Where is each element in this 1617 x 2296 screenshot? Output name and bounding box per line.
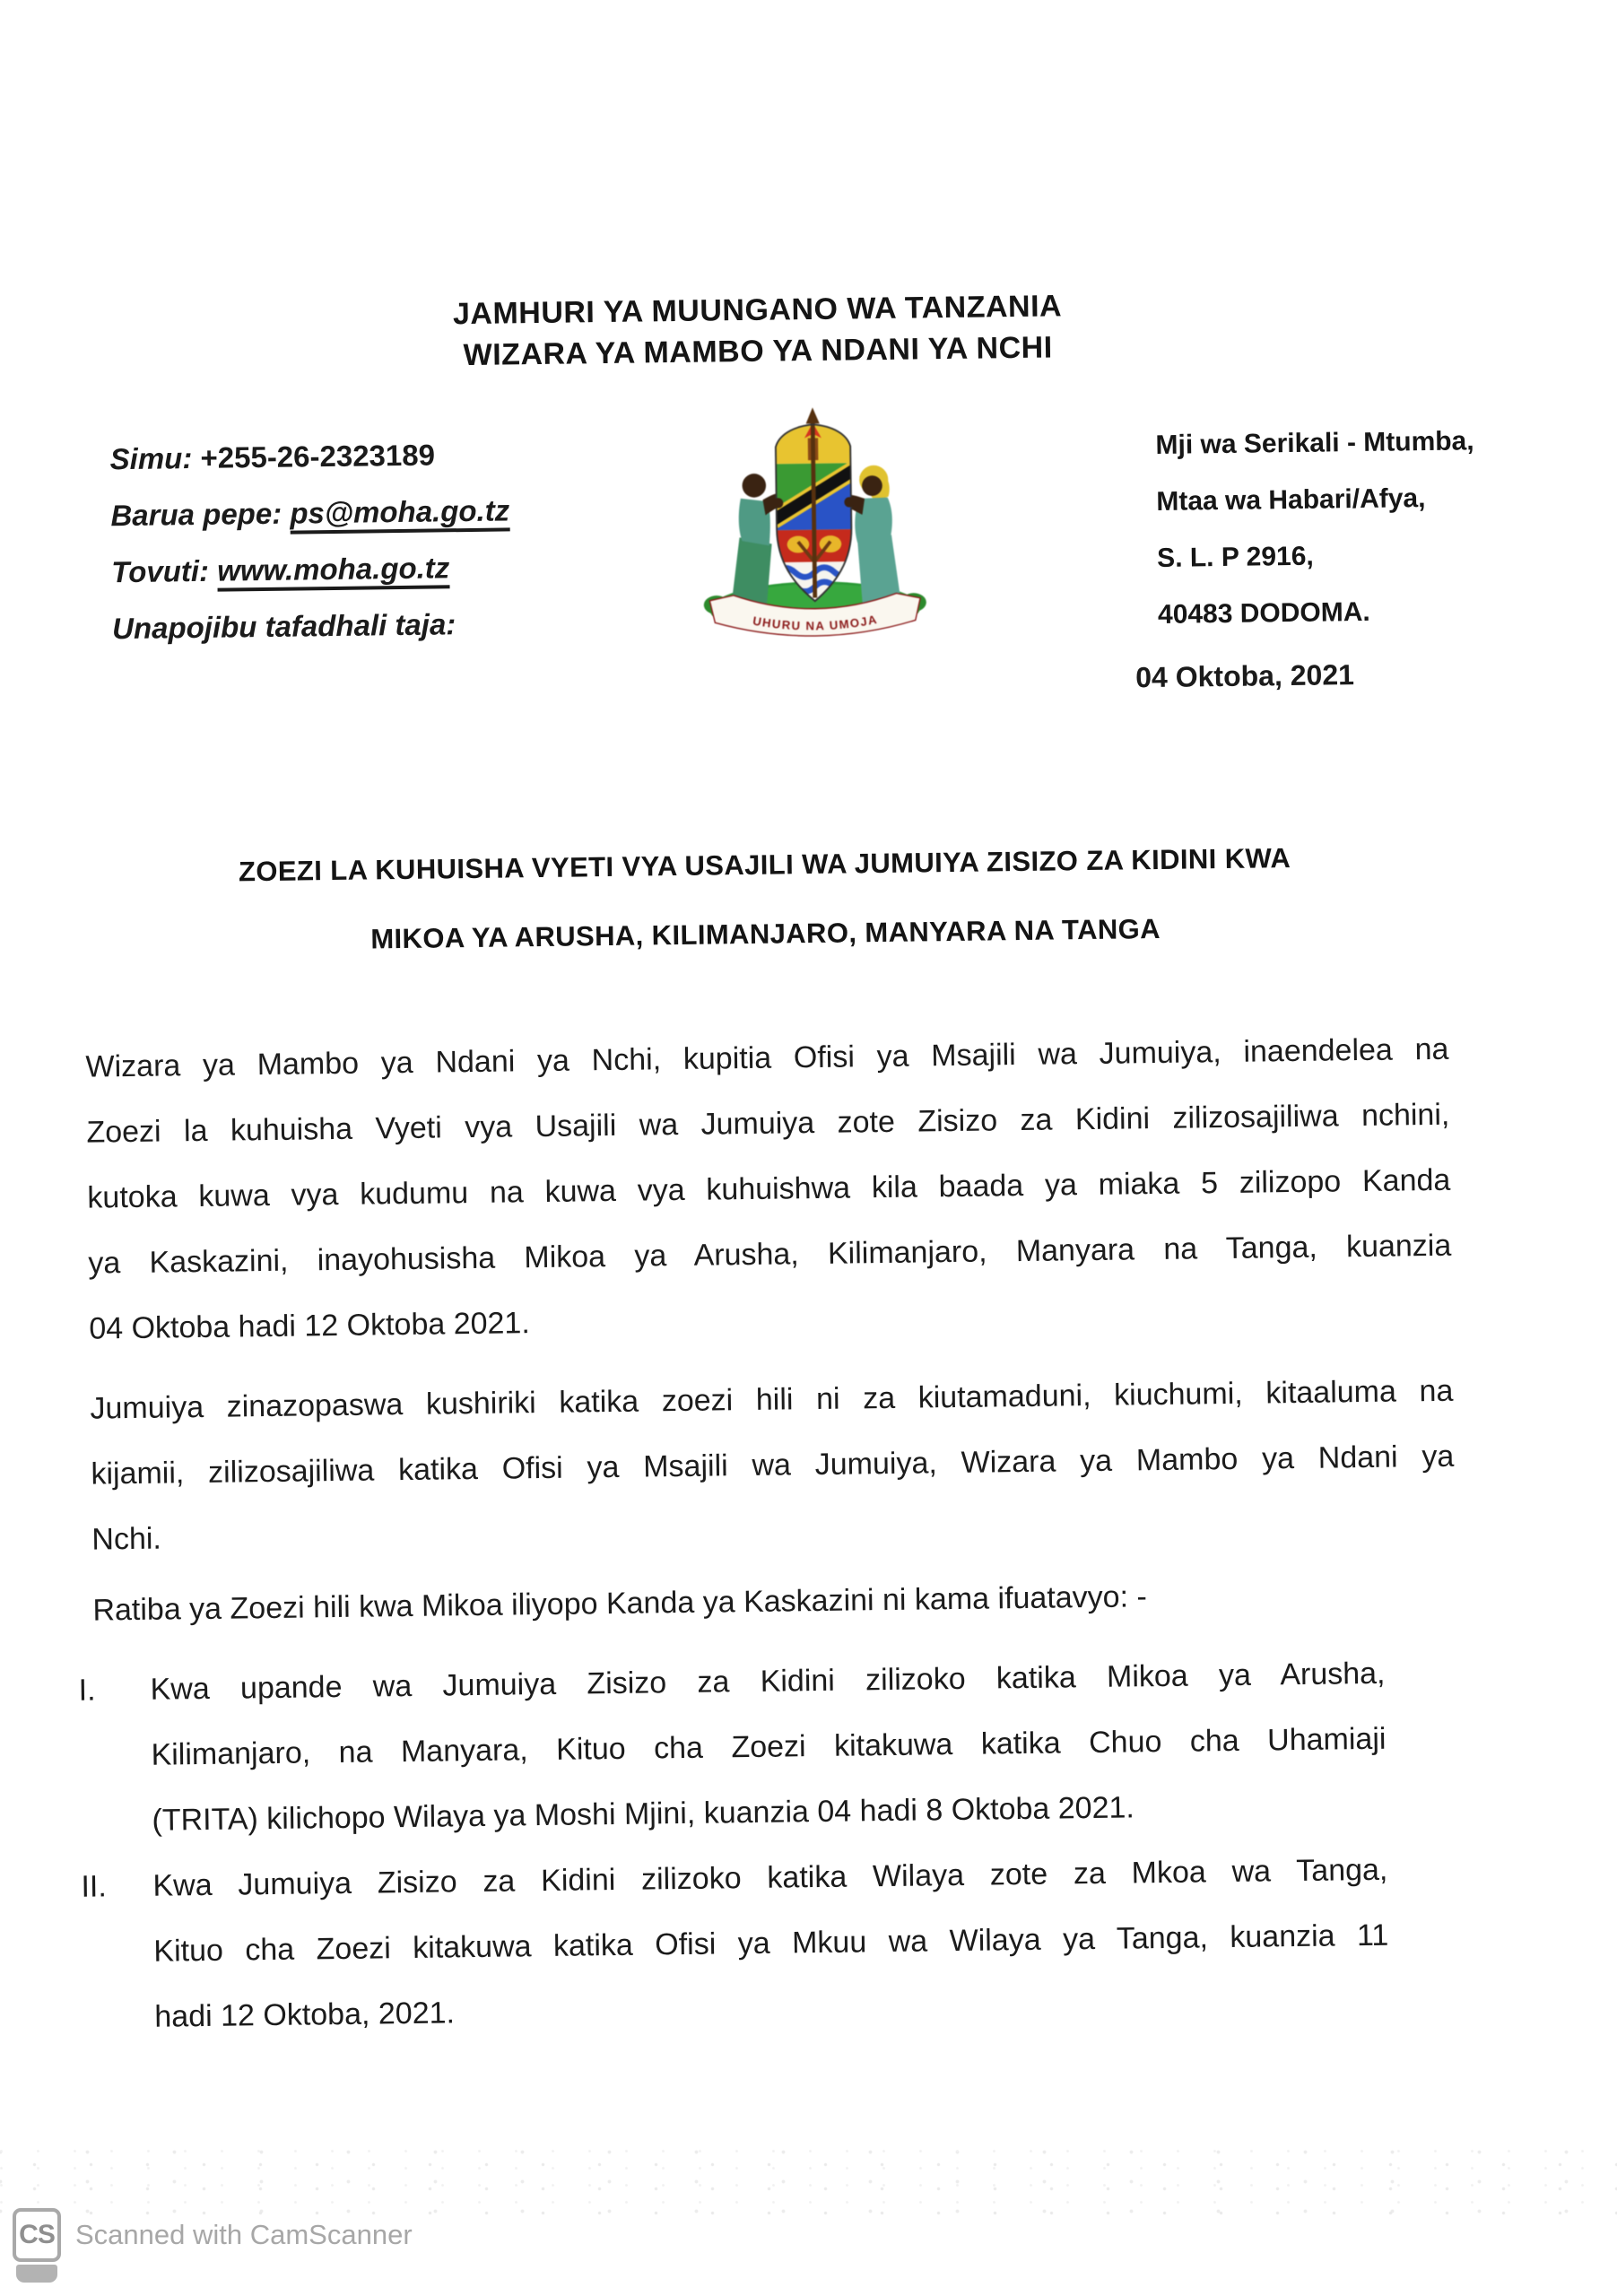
cs-logo-tab (16, 2265, 57, 2283)
list-marker: II. (81, 1869, 108, 1904)
website-label: Tovuti: (111, 553, 210, 589)
subject-line: MIKOA YA ARUSHA, KILIMANJARO, MANYARA NA TANGA (370, 912, 1161, 955)
address-line: Mji wa Serikali - Mtumba, (1155, 426, 1474, 460)
list-line: Kilimanjaro, na Manyara, Kituo cha Zoezi kitakuwa katika Chuo cha Uhamiaji (151, 1721, 1387, 1772)
phone-line (109, 425, 509, 487)
paragraph-2 (90, 1359, 1456, 1573)
emblem-motto-text: UHURU NA UMOJA (752, 612, 880, 633)
paragraph-line: Zoezi la kuhuisha Vyeti vya Usajili wa Jumuiya zote Zisizo za Kidini zilizosajiliwa nchini, (86, 1097, 1450, 1150)
paragraph-line: ya Kaskazini, inayohusisha Mikoa ya Arusha, Kilimanjaro, Manyara na Tanga, kuanzia (88, 1228, 1452, 1281)
email-value: ps@moha.go.tz (290, 493, 509, 534)
camscanner-watermark (13, 2208, 413, 2283)
reply-note: Unapojibu tafadhali taja: (111, 607, 456, 646)
address-line: 40483 DODOMA. (1157, 596, 1370, 630)
paragraph-line: Jumuiya zinazopaswa kushiriki katika zoezi hili ni za kiutamaduni, kiuchumi, kitaaluma na (90, 1373, 1454, 1426)
email-line (110, 482, 510, 544)
paragraph-line: 04 Oktoba hadi 12 Oktoba 2021. (89, 1306, 531, 1346)
list-item-text (150, 1641, 1387, 1854)
website-line (111, 538, 511, 600)
website-value: www.moha.go.tz (217, 551, 450, 591)
letterhead (75, 281, 1439, 381)
paragraph-line: Ratiba ya Zoezi hili kwa Mikoa iliyopo Kanda ya Kaskazini ni kama ifuatavyo: - (92, 1579, 1148, 1628)
scan-noise (0, 2148, 1617, 2215)
contact-block (109, 425, 511, 657)
paragraph-line: kutoka kuwa vya kudumu na kuwa vya kuhuishwa kila baada ya miaka 5 zilizopo Kanda (87, 1162, 1451, 1215)
address-block (1155, 413, 1476, 643)
email-label: Barua pepe: (110, 496, 283, 533)
list-item-1 (69, 1640, 1435, 1855)
ministry-title: WIZARA YA MAMBO YA NDANI YA NCHI (463, 330, 1053, 373)
cs-logo-box: CS (13, 2208, 61, 2262)
letter-date: 04 Oktoba, 2021 (1135, 658, 1355, 694)
phone-value: +255-26-2323189 (200, 438, 436, 474)
address-line: Mtaa wa Habari/Afya, (1156, 483, 1426, 517)
list-line: (TRITA) kilichopo Wilaya ya Moshi Mjini, kuanzia 04 hadi 8 Oktoba 2021. (152, 1790, 1135, 1838)
list-item-2 (72, 1837, 1438, 2051)
list-line: Kituo cha Zoezi kitakuwa katika Ofisi ya Mkuu wa Wilaya ya Tanga, kuanzia 11 (153, 1918, 1389, 1969)
subject-title (83, 822, 1447, 978)
schedule-intro (92, 1561, 1456, 1644)
paragraph-1 (85, 1017, 1453, 1362)
address-line: S. L. P 2916, (1156, 541, 1314, 573)
list-line: Kwa Jumuiya Zisizo za Kidini zilizoko katika Wilaya zote za Mkoa wa Tanga, (152, 1852, 1388, 1903)
list-marker: I. (78, 1673, 96, 1708)
list-line: hadi 12 Oktoba, 2021. (154, 1996, 456, 2034)
paragraph-line: Wizara ya Mambo ya Ndani ya Nchi, kupitia Ofisi ya Msajili wa Jumuiya, inaendelea na (85, 1031, 1449, 1084)
schedule-list (22, 1638, 1617, 2052)
list-line: Kwa upande wa Jumuiya Zisizo za Kidini zilizoko katika Mikoa ya Arusha, (150, 1656, 1386, 1707)
list-item-text (152, 1838, 1390, 2050)
tanzania-coat-of-arms (685, 400, 943, 651)
subject-line: ZOEZI LA KUHUISHA VYETI VYA USAJILI WA JUMUIYA ZISIZO ZA KIDINI KWA (238, 842, 1291, 888)
letterhead-info-row (5, 404, 1617, 667)
phone-label: Simu: (109, 441, 193, 476)
camscanner-icon (13, 2208, 61, 2283)
country-title: JAMHURI YA MUUNGANO WA TANZANIA (452, 289, 1063, 332)
paragraph-line: Nchi. (91, 1521, 162, 1557)
camscanner-label: Scanned with CamScanner (75, 2219, 413, 2250)
paragraph-line: kijamii, zilizosajiliwa katika Ofisi ya Msajili wa Jumuiya, Wizara ya Mambo ya Ndani ya (91, 1439, 1455, 1492)
